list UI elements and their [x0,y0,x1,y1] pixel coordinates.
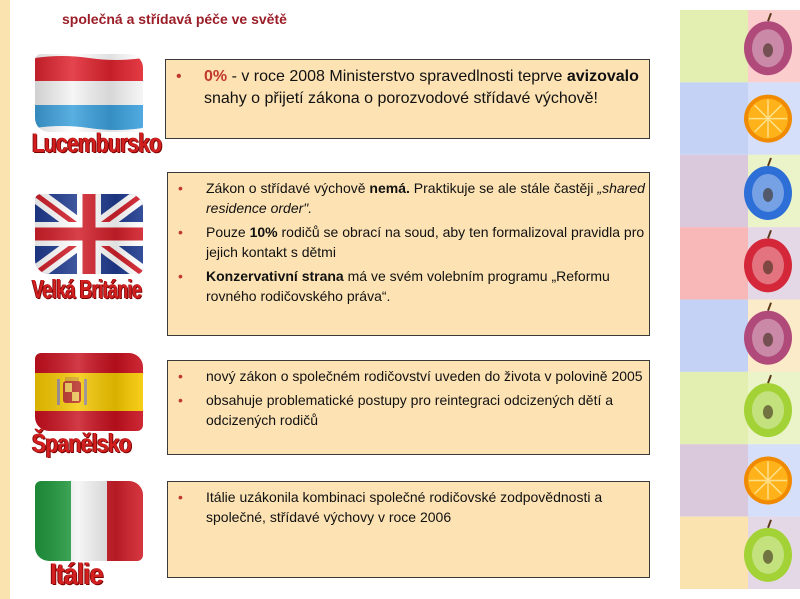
italy-flag-icon [35,481,143,561]
list-item: • 0% - v roce 2008 Ministerstvo spravedlnosti teprve avizovalo snahy o přijetí zákona o porozvodové střídavé výchově! [166,66,649,110]
deco-panel [680,300,748,372]
country-label-italy: Itálie [50,558,104,591]
list-item: • Itálie uzákonila kombinaci společné rodičovské zodpovědnosti a společné, střídavé výchovy v roce 2006 [168,487,649,527]
deco-panel [680,444,748,516]
luxembourg-flag-icon [35,54,143,132]
left-accent-strip [0,0,10,599]
list-item: • nový zákon o společném rodičovství uveden do života v polovině 2005 [168,366,649,386]
united-kingdom-flag-icon [35,194,143,274]
slide-title: společná a střídavá péče ve světě [62,11,287,27]
deco-panel [680,372,748,444]
orange-slice-icon [744,95,792,143]
decorative-fruit-column [680,10,800,589]
country-label-luxembourg: Lucembursko [32,128,162,158]
deco-panel [680,10,748,82]
list-item: • Pouze 10% rodičů se obrací na soud, aby ten formalizoval pravidla pro jejich kontakt s dětmi [168,222,649,262]
list-item: • Konzervativní strana má ve svém volebním programu „Reformu rovného rodičovského práva“. [168,266,649,306]
list-item: • obsahuje problematické postupy pro reintegraci odcizených dětí a odcizených rodičů [168,390,649,430]
deco-panel [680,517,748,589]
deco-panel [680,82,748,154]
country-label-united-kingdom: Velká Británie [32,274,142,304]
united-kingdom-info-box [167,172,650,336]
list-item: • Zákon o střídavé výchově nemá. Praktikuje se ale stále častěji „shared residence order". [168,178,649,218]
deco-panel [680,155,748,227]
spain-info-box [167,360,650,455]
country-label-spain: Španělsko [32,428,132,458]
luxembourg-info-box [165,59,650,139]
spain-flag-icon [35,353,143,431]
orange-slice-icon [744,456,792,504]
deco-panel [680,227,748,299]
italy-info-box [167,481,650,578]
